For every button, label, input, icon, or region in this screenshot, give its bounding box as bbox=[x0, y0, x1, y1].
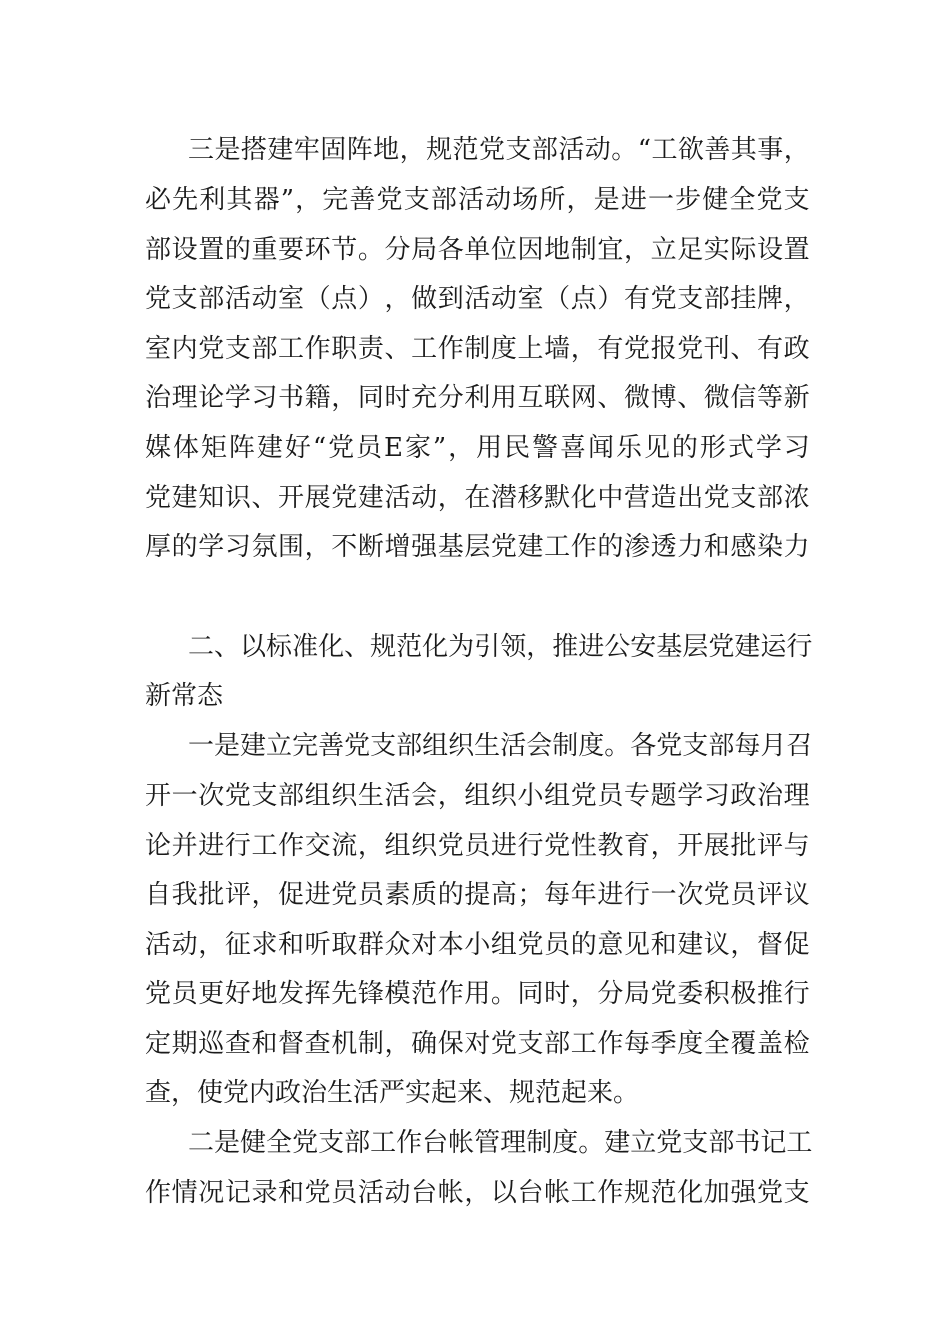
section-heading-line: 二 、 以 标 准 化 、 规 范 化 为 引 领 ， 推 进 公 安 基 层 党 建 运 行 bbox=[188, 632, 813, 662]
paragraph-line: 治 理 论 学 习 书 籍 ， 同 时 充 分 利 用 互 联 网 、 微 博 、 微 信 等 新 bbox=[145, 383, 810, 413]
body-text bbox=[145, 0, 813, 1344]
paragraph-line: 二 是 健 全 党 支 部 工 作 台 帐 管 理 制 度 。 建 立 党 支 部 书 记 工 bbox=[188, 1128, 813, 1158]
paragraph-line: 党 支 部 活 动 室 （ 点 ） ， 做 到 活 动 室 （ 点 ） 有 党 支 部 挂 牌 ， bbox=[145, 284, 810, 314]
paragraph-line: 自 我 批 评 ， 促 进 党 员 素 质 的 提 高 ； 每 年 进 行 一 次 党 员 评 议 bbox=[145, 880, 810, 910]
paragraph-line: 活 动 ， 征 求 和 听 取 群 众 对 本 小 组 党 员 的 意 见 和 建 议 ， 督 促 bbox=[145, 930, 810, 960]
paragraph-line: 部 设 置 的 重 要 环 节 。 分 局 各 单 位 因 地 制 宜 ， 立 足 实 际 设 置 bbox=[145, 235, 810, 265]
section-heading-line: 新常态 bbox=[145, 681, 224, 711]
paragraph-line: 定 期 巡 查 和 督 查 机 制 ， 确 保 对 党 支 部 工 作 每 季 度 全 覆 盖 检 bbox=[145, 1029, 810, 1059]
paragraph-line: 必 先 利 其 器 ” ， 完 善 党 支 部 活 动 场 所 ， 是 进 一 步 健 全 党 支 bbox=[145, 185, 810, 215]
paragraph-line: 厚 的 学 习 氛 围 ， 不 断 增 强 基 层 党 建 工 作 的 渗 透 力 和 感 染 力 bbox=[145, 532, 810, 562]
paragraph-line: 开 一 次 党 支 部 组 织 生 活 会 ， 组 织 小 组 党 员 专 题 学 习 政 治 理 bbox=[145, 781, 810, 811]
paragraph-line: 三 是 搭 建 牢 固 阵 地 ， 规 范 党 支 部 活 动 。 “ 工 欲 善 其 事 ， bbox=[188, 135, 810, 165]
paragraph-line: 查，使党内政治生活严实起来、规范起来。 bbox=[145, 1078, 640, 1108]
paragraph-line: 论 并 进 行 工 作 交 流 ， 组 织 党 员 进 行 党 性 教 育 ， 开 展 批 评 与 bbox=[145, 831, 810, 861]
paragraph-line: 媒 体 矩 阵 建 好 “ 党 员 E 家 ” ， 用 民 警 喜 闻 乐 见 的 形 式 学 习 bbox=[145, 433, 810, 463]
paragraph-line: 党 员 更 好 地 发 挥 先 锋 模 范 作 用 。 同 时 ， 分 局 党 委 积 极 推 行 bbox=[145, 979, 810, 1009]
paragraph-line: 室 内 党 支 部 工 作 职 责 、 工 作 制 度 上 墙 ， 有 党 报 党 刊 、 有 政 bbox=[145, 334, 810, 364]
paragraph-line: 党 建 知 识 、 开 展 党 建 活 动 ， 在 潜 移 默 化 中 营 造 出 党 支 部 浓 bbox=[145, 483, 810, 513]
paragraph-line: 一 是 建 立 完 善 党 支 部 组 织 生 活 会 制 度 。 各 党 支 部 每 月 召 bbox=[188, 731, 813, 761]
paragraph-line: 作 情 况 记 录 和 党 员 活 动 台 帐 ， 以 台 帐 工 作 规 范 化 加 强 党 支 bbox=[145, 1178, 810, 1208]
